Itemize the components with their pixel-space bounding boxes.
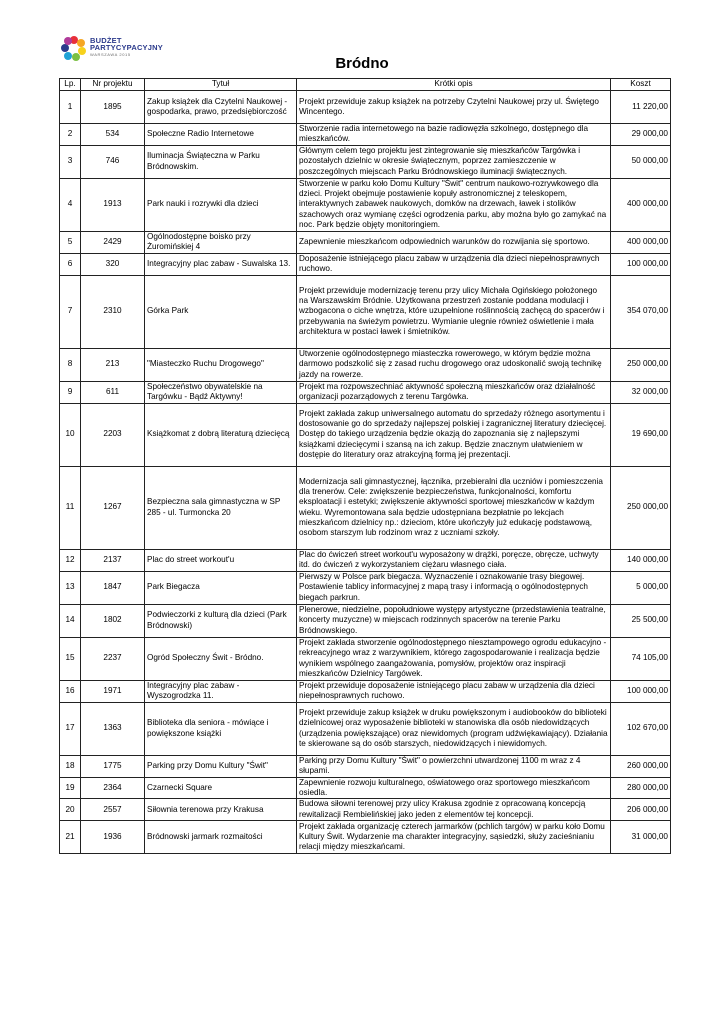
row-title: Bezpieczna sala gimnastyczna w SP 285 - ul. Turmoncka 20 — [145, 466, 297, 549]
table-row — [60, 799, 671, 821]
table-row — [60, 680, 671, 702]
row-description: Zapewnienie mieszkańcom odpowiednich warunków do rozwijania się sportowo. — [297, 231, 611, 253]
row-project-number: 1895 — [81, 91, 145, 124]
row-lp: 7 — [60, 275, 81, 348]
row-cost: 29 000,00 — [611, 124, 671, 146]
row-description: Projekt przewiduje modernizację terenu przy ulicy Michała Ogińskiego położonego na Warszawskim Bródnie. Użytkowana przestrzeń zostanie poddana modulacji i wzbogacona o ciche wnętrza, które uzupełnione roślinnością zachęcą do spacerów i przebywania na świeżym powietrzu. Wymianie ulegnie również oświetlenie i mała architektura w postaci ławek i śmietników. — [297, 275, 611, 348]
row-title: Integracyjny plac zabaw - Suwalska 13. — [145, 253, 297, 275]
row-title: Integracyjny plac zabaw - Wyszogrodzka 11. — [145, 680, 297, 702]
table-row — [60, 755, 671, 777]
row-lp: 13 — [60, 571, 81, 604]
row-lp: 9 — [60, 381, 81, 403]
row-project-number: 1971 — [81, 680, 145, 702]
row-title: Górka Park — [145, 275, 297, 348]
row-lp: 10 — [60, 403, 81, 466]
row-cost: 11 220,00 — [611, 91, 671, 124]
table-row — [60, 145, 671, 178]
table-row — [60, 571, 671, 604]
table-row — [60, 275, 671, 348]
row-description: Projekt przewiduje zakup książek w druku powiększonym i audiobooków do biblioteki dzielnicowej oraz wyposażenie biblioteki w stanowiska dla osób niedowidzących (urządzenia powiększające) oraz niewidomych (program udźwiękawiający). Działania te skierowane są do osób starszych, niedowidzących i niewidomych. — [297, 702, 611, 755]
row-lp: 11 — [60, 466, 81, 549]
table-row — [60, 381, 671, 403]
table-header-row — [60, 79, 671, 91]
row-project-number: 534 — [81, 124, 145, 146]
row-title: "Miasteczko Ruchu Drogowego" — [145, 348, 297, 381]
header-nr: Nr projektu — [81, 79, 145, 91]
row-project-number: 1363 — [81, 702, 145, 755]
row-cost: 206 000,00 — [611, 799, 671, 821]
row-lp: 1 — [60, 91, 81, 124]
row-project-number: 1267 — [81, 466, 145, 549]
row-cost: 140 000,00 — [611, 549, 671, 571]
table-row — [60, 253, 671, 275]
row-description: Projekt ma rozpowszechniać aktywność społeczną mieszkańców oraz działalność organizacji pozarządowych z terenu Targówka. — [297, 381, 611, 403]
row-project-number: 1802 — [81, 604, 145, 637]
row-project-number: 1913 — [81, 178, 145, 231]
row-project-number: 2310 — [81, 275, 145, 348]
table-row — [60, 821, 671, 854]
row-cost: 250 000,00 — [611, 348, 671, 381]
row-project-number: 1847 — [81, 571, 145, 604]
row-cost: 31 000,00 — [611, 821, 671, 854]
row-description: Pierwszy w Polsce park biegacza. Wyznaczenie i oznakowanie trasy biegowej. Postawienie tablicy informacyjnej z mapą trasy i informacją o ogólnodostępnych biegach parkrun. — [297, 571, 611, 604]
header-lp: Lp. — [60, 79, 81, 91]
row-title: Książkomat z dobrą literaturą dziecięcą — [145, 403, 297, 466]
row-lp: 4 — [60, 178, 81, 231]
page-title: Bródno — [335, 55, 389, 72]
row-lp: 16 — [60, 680, 81, 702]
row-cost: 74 105,00 — [611, 637, 671, 680]
row-description: Projekt przewiduje doposażenie istniejącego placu zabaw w urządzenia dla dzieci niepełnosprawnych ruchowo. — [297, 680, 611, 702]
row-cost: 19 690,00 — [611, 403, 671, 466]
row-cost: 102 670,00 — [611, 702, 671, 755]
row-project-number: 1936 — [81, 821, 145, 854]
row-project-number: 611 — [81, 381, 145, 403]
row-title: Społeczne Radio Internetowe — [145, 124, 297, 146]
row-lp: 12 — [60, 549, 81, 571]
table-row — [60, 466, 671, 549]
row-description: Projekt przewiduje zakup książek na potrzeby Czytelni Naukowej przy ul. Świętego Wincentego. — [297, 91, 611, 124]
row-title: Ogólnodostępne boisko przy Żuromińskiej 4 — [145, 231, 297, 253]
row-title: Siłownia terenowa przy Krakusa — [145, 799, 297, 821]
row-lp: 8 — [60, 348, 81, 381]
table-row — [60, 549, 671, 571]
header-title: Tytuł — [145, 79, 297, 91]
projects-table — [59, 78, 671, 854]
row-lp: 18 — [60, 755, 81, 777]
table-row — [60, 604, 671, 637]
row-title: Plac do street workout'u — [145, 549, 297, 571]
row-description: Projekt zakłada stworzenie ogólnodostępnego niesztampowego ogrodu edukacyjno - rekreacyjnego wraz z warzywnikiem, którego zagospodarowanie i realizacja będzie wynikiem wspólnego zaangażowania, pomysłów, projektów oraz inspiracji mieszkańców Dzielnicy Targówek. — [297, 637, 611, 680]
row-project-number: 1775 — [81, 755, 145, 777]
row-description: Stworzenie radia internetowego na bazie radiowęzła szkolnego, dostępnego dla mieszkańców. — [297, 124, 611, 146]
row-project-number: 746 — [81, 145, 145, 178]
logo-line-3: WARSZAWA 2015 — [90, 52, 131, 57]
row-lp: 6 — [60, 253, 81, 275]
row-cost: 280 000,00 — [611, 777, 671, 799]
row-lp: 5 — [60, 231, 81, 253]
logo-line-2: PARTYCYPACYJNY — [90, 43, 163, 52]
row-project-number: 2137 — [81, 549, 145, 571]
row-description: Modernizacja sali gimnastycznej, łącznika, przebieralni dla uczniów i pomieszczenia dla trenerów. Cele: zwiększenie bezpieczeństwa, funkcjonalności, komfortu eksploatacji i estetyki; zwiększenie aktywności sportowej mieszkańców w każdym wieku. Wyremontowana sala będzie udostępniana bezpłatnie po lekcjach mieszkańcom dzielnicy np.: dzieciom, które ukończyły już edukację podstawową, osobom starszym lub rodzinom wraz z uczniami szkoły. — [297, 466, 611, 549]
table-row — [60, 91, 671, 124]
row-lp: 20 — [60, 799, 81, 821]
logo-line-1: BUDŻET — [90, 36, 122, 45]
row-lp: 14 — [60, 604, 81, 637]
row-cost: 5 000,00 — [611, 571, 671, 604]
row-lp: 2 — [60, 124, 81, 146]
table-row — [60, 124, 671, 146]
row-description: Stworzenie w parku koło Domu Kultury "Świt" centrum naukowo-rozrywkowego dla dzieci. Projekt obejmuje postawienie kopuły astronomicznej z teleskopem, interaktywnych zabawek naukowych, domków na drzewach, ławek i stolików szachowych oraz wymianę części ogrodzenia parku, aby można było go zamykać na noc. Park będzie objęty monitoringiem. — [297, 178, 611, 231]
row-project-number: 213 — [81, 348, 145, 381]
row-description: Projekt zakłada organizację czterech jarmarków (pchlich targów) w parku koło Domu Kultury Świt. Wydarzenie ma charakter integracyjny, sąsiedzki, służy zacieśnianiu relacji między mieszkańcami. — [297, 821, 611, 854]
row-cost: 100 000,00 — [611, 680, 671, 702]
row-cost: 100 000,00 — [611, 253, 671, 275]
header-cost: Koszt — [611, 79, 671, 91]
row-title: Bródnowski jarmark rozmaitości — [145, 821, 297, 854]
row-lp: 15 — [60, 637, 81, 680]
table-row — [60, 178, 671, 231]
table-row — [60, 231, 671, 253]
row-cost: 354 070,00 — [611, 275, 671, 348]
row-description: Projekt zakłada zakup uniwersalnego automatu do sprzedaży różnego asortymentu i dostosowanie go do sprzedaży najlepszej polskiej i zagranicznej literatury dziecięcej. Dostęp do takiego urządzenia będzie okazją do zapoznania się z najlepszymi książkami dziecięcymi i szansą na ich zakup. Będzie znacznym ułatwieniem w dostępie do literatury oraz atrakcyjną formą jej prezentacji. — [297, 403, 611, 466]
table-row — [60, 348, 671, 381]
row-title: Iluminacja Świąteczna w Parku Bródnowskim. — [145, 145, 297, 178]
table-row — [60, 637, 671, 680]
table-body — [60, 91, 671, 854]
row-description: Utworzenie ogólnodostępnego miasteczka rowerowego, w którym będzie można darmowo podszkolić się z zasad ruchu drogowego oraz udoskonalić swoją technikę jazdy na rowerze. — [297, 348, 611, 381]
row-description: Budowa siłowni terenowej przy ulicy Krakusa zgodnie z opracowaną koncepcją rewitalizacji Rembielińskiej jako jeden z elementów tej koncepcji. — [297, 799, 611, 821]
row-title: Ogród Społeczny Świt - Bródno. — [145, 637, 297, 680]
row-title: Zakup książek dla Czytelni Naukowej - gospodarka, prawo, przedsiębiorczość — [145, 91, 297, 124]
row-project-number: 2237 — [81, 637, 145, 680]
row-cost: 25 500,00 — [611, 604, 671, 637]
row-title: Park nauki i rozrywki dla dzieci — [145, 178, 297, 231]
row-lp: 3 — [60, 145, 81, 178]
row-description: Plenerowe, niedzielne, popołudniowe występy artystyczne (przedstawienia teatralne, koncerty muzyczne) w miejscach rodzinnych spacerów na terenie Parku Bródnowskiego. — [297, 604, 611, 637]
row-cost: 400 000,00 — [611, 178, 671, 231]
row-description: Zapewnienie rozwoju kulturalnego, oświatowego oraz sportowego mieszkańcom osiedla. — [297, 777, 611, 799]
row-description: Doposażenie istniejącego placu zabaw w urządzenia dla dzieci niepełnosprawnych ruchowo. — [297, 253, 611, 275]
row-lp: 21 — [60, 821, 81, 854]
row-cost: 250 000,00 — [611, 466, 671, 549]
table-row — [60, 702, 671, 755]
table-row — [60, 403, 671, 466]
row-lp: 17 — [60, 702, 81, 755]
row-project-number: 2364 — [81, 777, 145, 799]
header-desc: Krótki opis — [297, 79, 611, 91]
row-description: Głównym celem tego projektu jest zintegrowanie się mieszkańców Targówka i pozostałych dzielnic w okresie świątecznym, poprzez zamieszczenie w poszczególnych miejscach Parku Bródnowskiego iluminacji świątecznych. — [297, 145, 611, 178]
row-project-number: 320 — [81, 253, 145, 275]
row-title: Parking przy Domu Kultury "Świt" — [145, 755, 297, 777]
row-project-number: 2203 — [81, 403, 145, 466]
row-cost: 400 000,00 — [611, 231, 671, 253]
row-title: Park Biegacza — [145, 571, 297, 604]
row-description: Parking przy Domu Kultury "Świt" o powierzchni utwardzonej 1100 m wraz z 4 słupami. — [297, 755, 611, 777]
row-cost: 32 000,00 — [611, 381, 671, 403]
row-title: Podwieczorki z kulturą dla dzieci (Park Bródnowski) — [145, 604, 297, 637]
row-title: Czarnecki Square — [145, 777, 297, 799]
row-project-number: 2557 — [81, 799, 145, 821]
row-cost: 260 000,00 — [611, 755, 671, 777]
row-project-number: 2429 — [81, 231, 145, 253]
row-lp: 19 — [60, 777, 81, 799]
row-cost: 50 000,00 — [611, 145, 671, 178]
row-title: Biblioteka dla seniora - mówiące i powiększone książki — [145, 702, 297, 755]
row-title: Społeczeństwo obywatelskie na Targówku - Bądź Aktywny! — [145, 381, 297, 403]
row-description: Plac do ćwiczeń street workout'u wyposażony w drążki, poręcze, obręcze, uchwyty itd. do ćwiczeń z wykorzystaniem ciężaru własnego ciała. — [297, 549, 611, 571]
table-row — [60, 777, 671, 799]
